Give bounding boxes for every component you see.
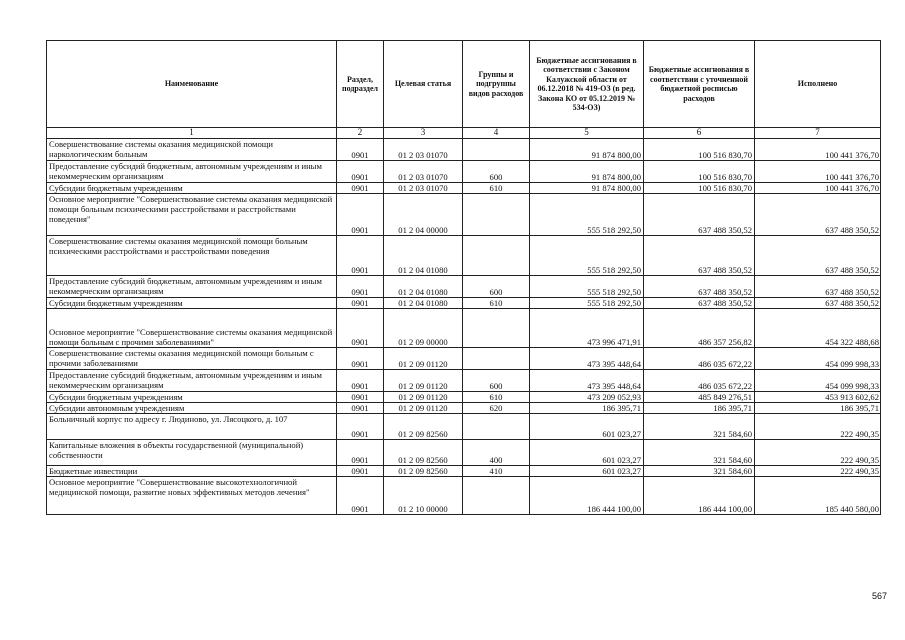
row-section: 0901: [337, 236, 384, 276]
row-article: 01 2 09 82560: [384, 440, 463, 466]
row-article: 01 2 10 00000: [384, 477, 463, 515]
column-number: 1: [47, 128, 337, 139]
row-executed: 637 488 350,52: [755, 298, 881, 309]
row-name: Предоставление субсидий бюджетным, автономным учреждениям и иным некоммерческим организациям: [47, 276, 337, 298]
row-section: 0901: [337, 466, 384, 477]
table-row: [47, 440, 881, 466]
column-number-row: [47, 128, 881, 139]
row-name: Предоставление субсидий бюджетным, автономным учреждениям и иным некоммерческим организациям: [47, 370, 337, 392]
row-group: 400: [463, 440, 530, 466]
row-budget-updated: 485 849 276,51: [644, 392, 755, 403]
row-budget-law: 555 518 292,50: [530, 236, 644, 276]
row-group: 610: [463, 298, 530, 309]
table-row: [47, 348, 881, 370]
header-name: Наименование: [47, 41, 337, 128]
row-executed: 100 441 376,70: [755, 183, 881, 194]
row-budget-law: 91 874 800,00: [530, 183, 644, 194]
row-section: 0901: [337, 183, 384, 194]
row-budget-updated: 486 357 256,82: [644, 309, 755, 348]
row-executed: 454 322 488,68: [755, 309, 881, 348]
header-groups: Группы и подгруппы видов расходов: [463, 41, 530, 128]
row-group: [463, 477, 530, 515]
row-budget-law: 601 023,27: [530, 440, 644, 466]
row-name: Субсидии бюджетным учреждениям: [47, 298, 337, 309]
table-row: [47, 466, 881, 477]
row-section: 0901: [337, 298, 384, 309]
row-group: 600: [463, 370, 530, 392]
row-article: 01 2 09 01120: [384, 370, 463, 392]
row-name: Совершенствование системы оказания медицинской помощи больным психическими расстройствами и расстройствами поведения: [47, 236, 337, 276]
row-section: 0901: [337, 414, 384, 440]
row-group: [463, 414, 530, 440]
row-article: 01 2 04 01080: [384, 298, 463, 309]
row-executed: 454 099 998,33: [755, 348, 881, 370]
row-executed: 186 395,71: [755, 403, 881, 414]
row-budget-law: 473 395 448,64: [530, 348, 644, 370]
row-budget-updated: 186 444 100,00: [644, 477, 755, 515]
row-budget-updated: 100 516 830,70: [644, 139, 755, 161]
row-executed: 637 488 350,52: [755, 194, 881, 236]
row-article: 01 2 04 00000: [384, 194, 463, 236]
row-section: 0901: [337, 403, 384, 414]
column-number: 7: [755, 128, 881, 139]
row-article: 01 2 09 82560: [384, 414, 463, 440]
table-row: [47, 392, 881, 403]
header-row: [47, 41, 881, 128]
table-row: [47, 161, 881, 183]
row-name: Субсидии бюджетным учреждениям: [47, 392, 337, 403]
row-section: 0901: [337, 139, 384, 161]
row-budget-law: 473 996 471,91: [530, 309, 644, 348]
row-budget-updated: 321 584,60: [644, 440, 755, 466]
row-budget-law: 601 023,27: [530, 414, 644, 440]
row-article: 01 2 09 01120: [384, 403, 463, 414]
row-executed: 637 488 350,52: [755, 276, 881, 298]
column-number: 4: [463, 128, 530, 139]
row-budget-law: 555 518 292,50: [530, 276, 644, 298]
row-section: 0901: [337, 309, 384, 348]
row-article: 01 2 09 82560: [384, 466, 463, 477]
column-number: 2: [337, 128, 384, 139]
row-section: 0901: [337, 477, 384, 515]
row-group: 410: [463, 466, 530, 477]
row-budget-updated: 637 488 350,52: [644, 298, 755, 309]
table-row: [47, 194, 881, 236]
row-section: 0901: [337, 392, 384, 403]
row-budget-updated: 486 035 672,22: [644, 348, 755, 370]
row-budget-law: 473 209 052,93: [530, 392, 644, 403]
row-name: Основное мероприятие "Совершенствование высокотехнологичной медицинской помощи, развитие новых эффективных методов лечения": [47, 477, 337, 515]
row-budget-law: 601 023,27: [530, 466, 644, 477]
header-executed: Исполнено: [755, 41, 881, 128]
column-number: 3: [384, 128, 463, 139]
row-name: Совершенствование системы оказания медицинской помощи больным с прочими заболеваниями: [47, 348, 337, 370]
table-row: [47, 139, 881, 161]
row-name: Совершенствование системы оказания медицинской помощи наркологическим больным: [47, 139, 337, 161]
row-group: [463, 139, 530, 161]
row-budget-updated: 100 516 830,70: [644, 161, 755, 183]
row-name: Капитальные вложения в объекты государственной (муниципальной) собственности: [47, 440, 337, 466]
row-budget-updated: 321 584,60: [644, 466, 755, 477]
row-section: 0901: [337, 370, 384, 392]
row-group: [463, 236, 530, 276]
row-group: 620: [463, 403, 530, 414]
table-row: [47, 403, 881, 414]
row-name: Субсидии автономным учреждениям: [47, 403, 337, 414]
row-executed: 222 490,35: [755, 466, 881, 477]
header-article: Целевая статья: [384, 41, 463, 128]
row-name: Основное мероприятие "Совершенствование системы оказания медицинской помощи больным с прочими заболеваниями": [47, 309, 337, 348]
row-article: 01 2 09 01120: [384, 348, 463, 370]
header-budget-law: Бюджетные ассигнования в соответствии с Законом Калужской области от 06.12.2018 № 419-ОЗ (в ред. Закона КО от 05.12.2019 № 534-ОЗ): [530, 41, 644, 128]
row-executed: 453 913 602,62: [755, 392, 881, 403]
row-name: Больничный корпус по адресу г. Людиново, ул. Лясоцкого, д. 107: [47, 414, 337, 440]
row-budget-updated: 637 488 350,52: [644, 194, 755, 236]
row-group: [463, 309, 530, 348]
table-row: [47, 370, 881, 392]
row-budget-law: 555 518 292,50: [530, 194, 644, 236]
row-budget-law: 91 874 800,00: [530, 139, 644, 161]
row-budget-law: 473 395 448,64: [530, 370, 644, 392]
row-name: Предоставление субсидий бюджетным, автономным учреждениям и иным некоммерческим организациям: [47, 161, 337, 183]
budget-table: [46, 40, 881, 515]
row-group: [463, 194, 530, 236]
row-budget-updated: 486 035 672,22: [644, 370, 755, 392]
column-number: 5: [530, 128, 644, 139]
row-article: 01 2 09 00000: [384, 309, 463, 348]
row-executed: 100 441 376,70: [755, 139, 881, 161]
row-budget-law: 91 874 800,00: [530, 161, 644, 183]
row-budget-updated: 100 516 830,70: [644, 183, 755, 194]
table-row: [47, 183, 881, 194]
row-executed: 185 440 580,00: [755, 477, 881, 515]
row-budget-law: 186 444 100,00: [530, 477, 644, 515]
row-executed: 222 490,35: [755, 440, 881, 466]
row-executed: 637 488 350,52: [755, 236, 881, 276]
row-article: 01 2 04 01080: [384, 276, 463, 298]
row-article: 01 2 09 01120: [384, 392, 463, 403]
row-section: 0901: [337, 276, 384, 298]
page-number: 567: [872, 591, 888, 601]
header-section: Раздел, подраздел: [337, 41, 384, 128]
row-section: 0901: [337, 161, 384, 183]
row-budget-law: 186 395,71: [530, 403, 644, 414]
row-budget-updated: 321 584,60: [644, 414, 755, 440]
row-executed: 100 441 376,70: [755, 161, 881, 183]
column-number: 6: [644, 128, 755, 139]
table-row: [47, 477, 881, 515]
row-group: 610: [463, 392, 530, 403]
row-group: 610: [463, 183, 530, 194]
row-section: 0901: [337, 348, 384, 370]
row-article: 01 2 03 01070: [384, 139, 463, 161]
row-budget-updated: 637 488 350,52: [644, 236, 755, 276]
table-row: [47, 276, 881, 298]
row-section: 0901: [337, 440, 384, 466]
row-budget-law: 555 518 292,50: [530, 298, 644, 309]
row-name: Субсидии бюджетным учреждениям: [47, 183, 337, 194]
row-budget-updated: 186 395,71: [644, 403, 755, 414]
table-row: [47, 236, 881, 276]
row-group: 600: [463, 161, 530, 183]
row-article: 01 2 03 01070: [384, 183, 463, 194]
row-name: Бюджетные инвестиции: [47, 466, 337, 477]
row-budget-updated: 637 488 350,52: [644, 276, 755, 298]
table-row: [47, 414, 881, 440]
row-article: 01 2 03 01070: [384, 161, 463, 183]
row-executed: 454 099 998,33: [755, 370, 881, 392]
row-name: Основное мероприятие "Совершенствование системы оказания медицинской помощи больным психическими расстройствами и расстройствами поведения": [47, 194, 337, 236]
header-budget-updated: Бюджетные ассигнования в соответствии с уточненной бюджетной росписью расходов: [644, 41, 755, 128]
row-group: 600: [463, 276, 530, 298]
row-section: 0901: [337, 194, 384, 236]
table-row: [47, 298, 881, 309]
table-row: [47, 309, 881, 348]
row-executed: 222 490,35: [755, 414, 881, 440]
row-article: 01 2 04 01080: [384, 236, 463, 276]
row-group: [463, 348, 530, 370]
